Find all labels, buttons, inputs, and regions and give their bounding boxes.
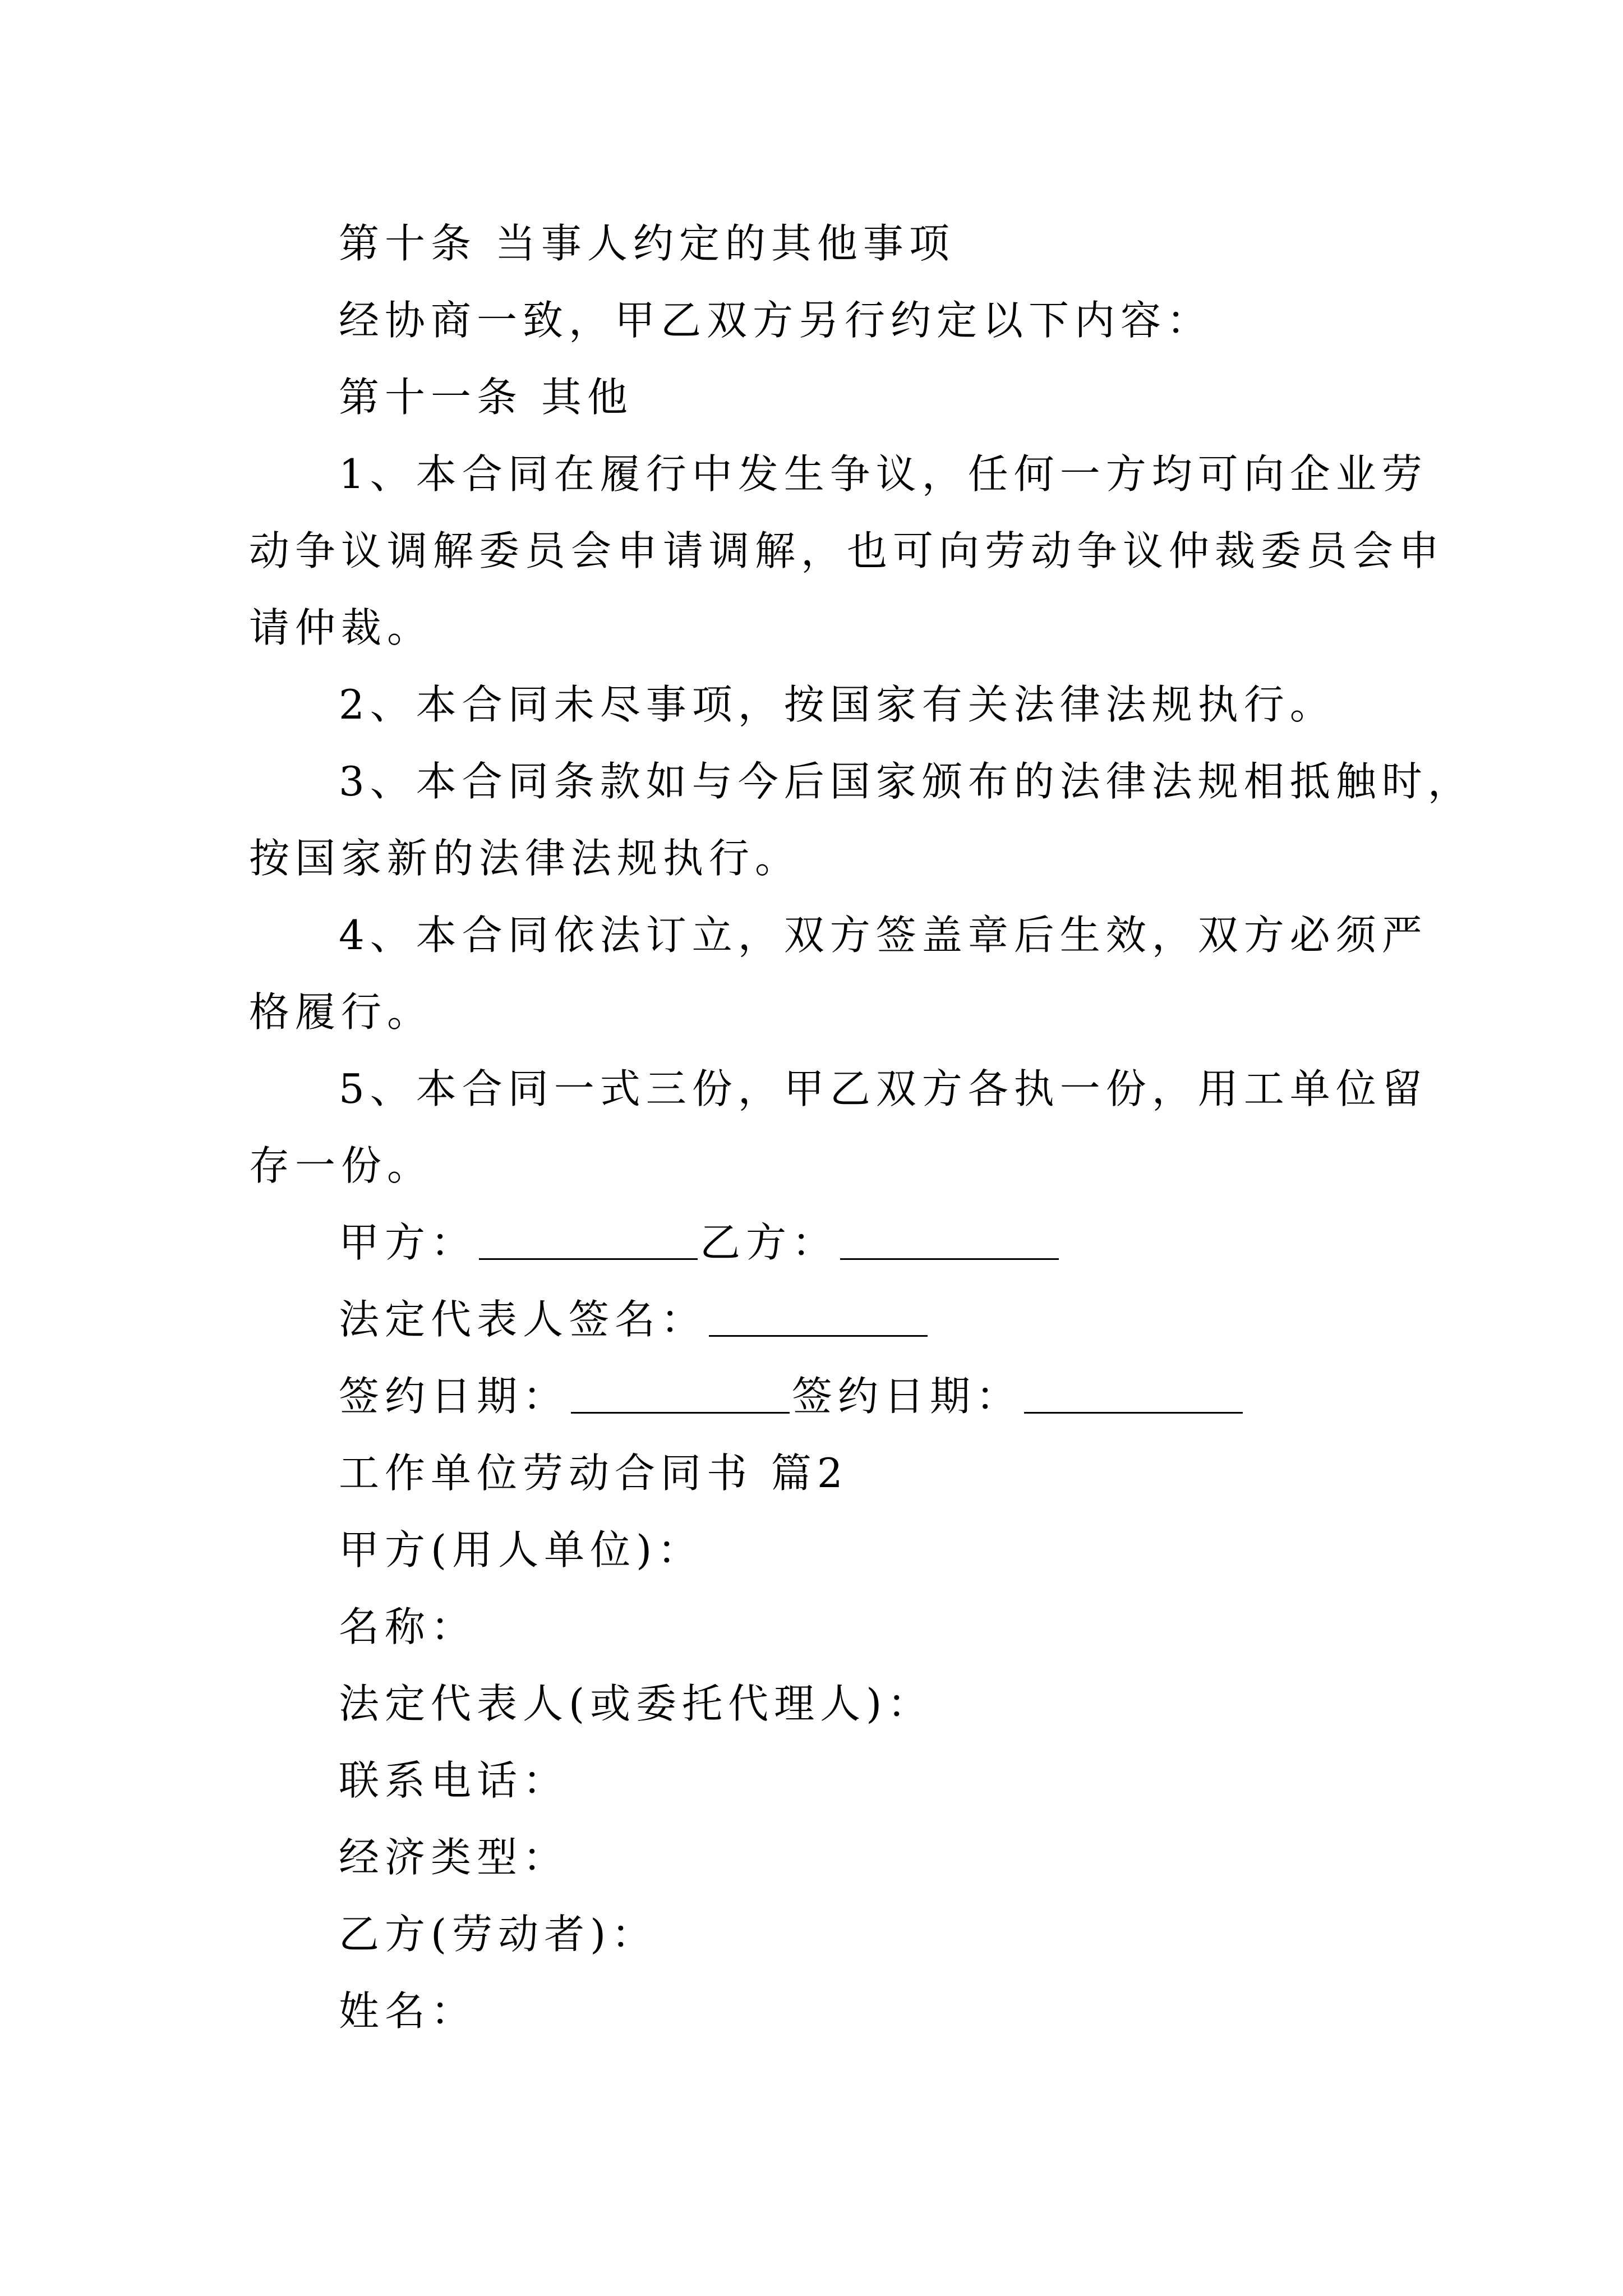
party-b-blank [840, 1258, 1059, 1260]
sign-date-blank-a [571, 1412, 790, 1414]
clause4-line2: 格履行。 [249, 988, 434, 1036]
section2-name: 名称： [339, 1603, 477, 1650]
party-a-label: 甲方： [339, 1219, 477, 1266]
party-b-label: 乙方： [700, 1219, 838, 1266]
article11-heading: 第十一条 其他 [339, 374, 633, 421]
article10-heading: 第十条 当事人约定的其他事项 [339, 220, 955, 267]
clause1-line2: 动争议调解委员会申请调解，也可向劳动争议仲裁委员会申 [249, 527, 1445, 574]
document-body [249, 205, 1474, 2050]
section2-person-name: 姓名： [339, 1987, 477, 2035]
legal-rep-label: 法定代表人签名： [339, 1296, 707, 1343]
clause1-line3: 请仲裁。 [249, 604, 434, 651]
section2-legal-rep: 法定代表人(或委托代理人)： [339, 1680, 934, 1727]
party-a-blank [479, 1258, 698, 1260]
article10-text: 经协商一致，甲乙双方另行约定以下内容： [339, 297, 1213, 344]
clause5-line1: 5、本合同一式三份，甲乙双方各执一份，用工单位留 [339, 1065, 1428, 1112]
signature-parties-line [249, 1204, 1387, 1281]
section2-party-a: 甲方(用人单位)： [339, 1526, 704, 1573]
sign-date-blank-b [1024, 1412, 1243, 1414]
clause2-line1: 2、本合同未尽事项，按国家有关法律法规执行。 [339, 681, 1336, 728]
section2-phone: 联系电话： [339, 1757, 569, 1804]
clause4-line1: 4、本合同依法订立，双方签盖章后生效，双方必须严 [339, 912, 1428, 959]
sign-date-line [249, 1358, 1387, 1435]
section2-economic-type: 经济类型： [339, 1834, 569, 1881]
clause1-line1: 1、本合同在履行中发生争议，任何一方均可向企业劳 [339, 450, 1428, 498]
legal-rep-blank [709, 1335, 928, 1337]
section2-party-b: 乙方(劳动者)： [339, 1911, 658, 1958]
section2-title: 工作单位劳动合同书 篇2 [339, 1450, 849, 1497]
legal-rep-signature-line [249, 1281, 1387, 1358]
sign-date-label-a: 签约日期： [339, 1373, 569, 1420]
clause3-line1: 3、本合同条款如与今后国家颁布的法律法规相抵触时， [339, 758, 1474, 805]
sign-date-label-b: 签约日期： [792, 1373, 1022, 1420]
clause3-line2: 按国家新的法律法规执行。 [249, 835, 801, 882]
clause5-line2: 存一份。 [249, 1142, 434, 1189]
